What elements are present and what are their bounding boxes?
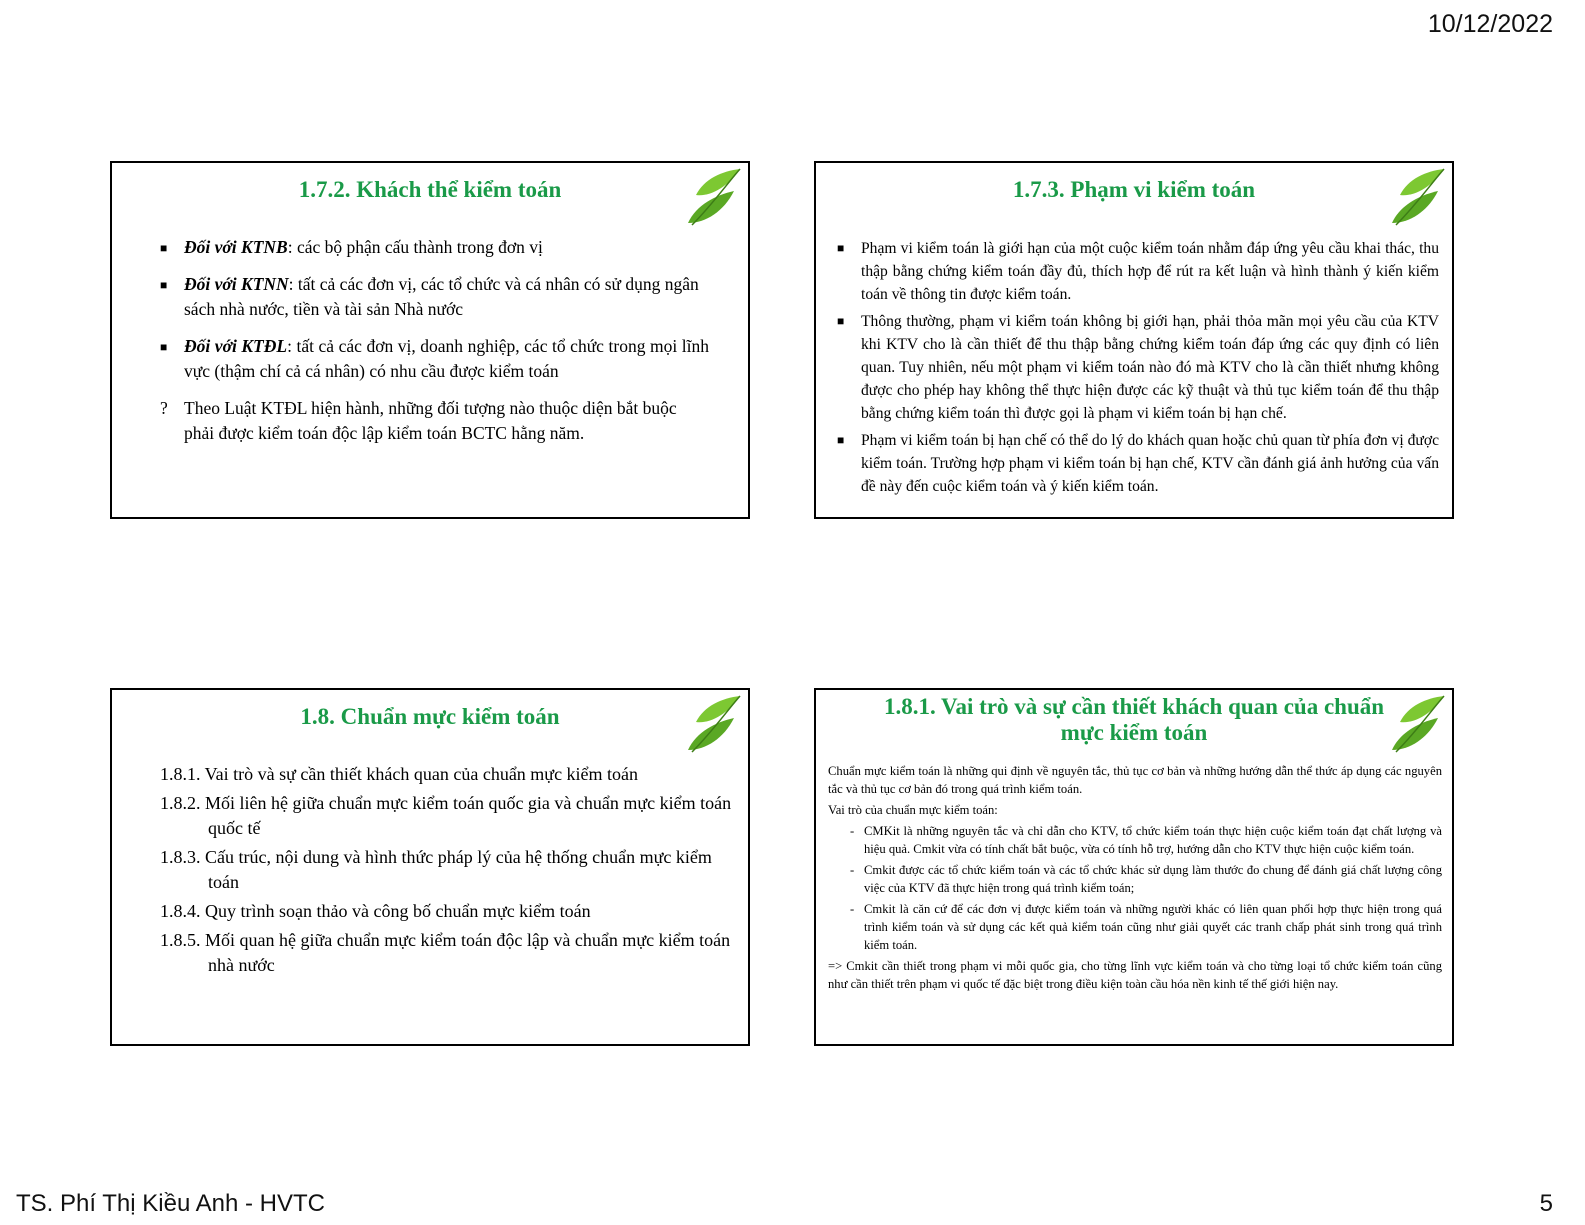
- author-label: TS. Phí Thị Kiều Anh - HVTC: [16, 1190, 326, 1217]
- green-leaf-icon: [1386, 692, 1448, 756]
- page-number: 5: [1539, 1190, 1553, 1217]
- bullet-emphasis: Đối với KTNB: [184, 237, 288, 257]
- green-leaf-icon: [682, 692, 744, 756]
- role-item: [828, 822, 1442, 858]
- question-body: Theo Luật KTĐL hiện hành, những đối tượng nào thuộc diện bắt buộc phải được kiểm toán độc lập kiểm toán BCTC hằng năm.: [184, 398, 677, 443]
- role-item: [828, 861, 1442, 897]
- bullet-text: Phạm vi kiểm toán là giới hạn của một cuộc kiểm toán nhằm đáp ứng yêu cầu khai thác, thu thập bằng chứng kiểm toán đầy đủ, thích hợp để rút ra kết luận và hình thành ý kiến kiểm toán về thông tin được kiểm toán.: [861, 240, 1439, 303]
- slide-vai-tro-chuan-muc: [814, 688, 1454, 1046]
- list-item: [160, 235, 709, 260]
- list-item: [837, 429, 1439, 498]
- slide-body: [160, 762, 740, 982]
- list-item: [160, 272, 709, 322]
- square-bullet-icon: ■: [837, 433, 845, 447]
- bullet-text: : các bộ phận cấu thành trong đơn vị: [287, 237, 543, 257]
- list-item: 1.8.1. Vai trò và sự cần thiết khách quan của chuẩn mực kiểm toán: [160, 764, 639, 784]
- list-item: 1.8.5. Mối quan hệ giữa chuẩn mực kiểm toán độc lập và chuẩn mực kiểm toán nhà nước: [160, 930, 731, 975]
- slide-chuan-muc-kiem-toan: [110, 688, 750, 1046]
- bullet-emphasis: Đối với KTNN: [184, 274, 289, 294]
- square-bullet-icon: ■: [160, 241, 168, 255]
- roles-heading: Vai trò của chuẩn mực kiểm toán:: [828, 803, 998, 817]
- dash-marker: -: [850, 863, 855, 877]
- role-text: Cmkit là căn cứ để các đơn vị được kiểm toán và những người khác có liên quan phối hợp thực hiện trong quá trình kiểm toán và sử dụng các kết quả kiểm toán cũng như giải quyết các tranh chấp phát sinh trong quá trình kiểm toán.: [864, 902, 1442, 952]
- list-item: [837, 237, 1439, 306]
- bullet-text: : tất cả các đơn vị, doanh nghiệp, các tổ chức trong mọi lĩnh vực (thậm chí cả cá nhân) có nhu cầu được kiểm toán: [184, 336, 709, 381]
- role-text: CMKit là những nguyên tắc và chỉ dẫn cho KTV, tổ chức kiểm toán thực hiện cuộc kiểm toán đạt chất lượng và hiệu quả. Cmkit vừa có tính chất bắt buộc, vừa có tính hỗ trợ, hướng dẫn cho KTV thực hiện cuộc kiểm toán.: [864, 824, 1442, 856]
- green-leaf-icon: [682, 165, 744, 229]
- date-label: 10/12/2022: [1427, 10, 1553, 38]
- list-item: 1.8.2. Mối liên hệ giữa chuẩn mực kiểm toán quốc gia và chuẩn mực kiểm toán quốc tế: [160, 793, 732, 838]
- slide-body: [160, 235, 709, 446]
- green-leaf-icon: [1386, 165, 1448, 229]
- slide-title: 1.8. Chuẩn mực kiểm toán: [300, 704, 560, 729]
- dash-marker: -: [850, 824, 855, 838]
- bullet-text: Thông thường, phạm vi kiểm toán không bị giới hạn, phải thỏa mãn mọi yêu cầu của KTV khi KTV cho là cần thiết để thu thập bằng chứng kiểm toán đáp ứng các quy định có liên quan. Tuy nhiên, nếu một phạm vi kiểm toán nào đó mà KTV cho là cần thiết nhưng không được cho phép hay không thể thực hiện được các kỹ thuật và thủ tục kiểm toán để thu thập bằng chứng kiểm toán thì được gọi là phạm vi kiểm toán bị hạn chế.: [861, 313, 1439, 422]
- slide-title: 1.7.3. Phạm vi kiểm toán: [1012, 177, 1256, 202]
- square-bullet-icon: ■: [837, 314, 845, 328]
- question-mark: ?: [160, 398, 168, 418]
- bullet-text: Phạm vi kiểm toán bị hạn chế có thể do lý do khách quan hoặc chủ quan từ phía đơn vị được kiểm toán. Trường hợp phạm vi kiểm toán bị hạn chế, KTV cần đánh giá ảnh hưởng của vấn đề này đến cuộc kiểm toán và ý kiến kiểm toán.: [861, 432, 1439, 495]
- question-text: [160, 396, 709, 446]
- list-item: 1.8.4. Quy trình soạn thảo và công bố chuẩn mực kiểm toán: [160, 901, 591, 921]
- list-item: 1.8.3. Cấu trúc, nội dung và hình thức pháp lý của hệ thống chuẩn mực kiểm toán: [160, 847, 712, 892]
- slide-body: [828, 762, 1442, 996]
- slide-pham-vi-kiem-toan: [814, 161, 1454, 519]
- slide-title: 1.7.2. Khách thể kiểm toán: [298, 177, 562, 202]
- square-bullet-icon: ■: [837, 241, 845, 255]
- bullet-emphasis: Đối với KTĐL: [184, 336, 288, 356]
- intro-paragraph: Chuẩn mực kiểm toán là những qui định về nguyên tắc, thủ tục cơ bản và những hướng dẫn thể thức áp dụng các nguyên tắc và thủ tục cơ bản đó trong quá trình kiểm toán.: [828, 764, 1442, 796]
- square-bullet-icon: ■: [160, 278, 168, 292]
- bullet-text: : tất cả các đơn vị, các tổ chức và cá nhân có sử dụng ngân sách nhà nước, tiền và tài sản Nhà nước: [184, 274, 699, 319]
- dash-marker: -: [850, 902, 855, 916]
- list-item: [837, 310, 1439, 425]
- conclusion-paragraph: => Cmkit cần thiết trong phạm vi mỗi quốc gia, cho từng lĩnh vực kiểm toán và cho từng loại tổ chức kiểm toán cũng như cần thiết trên phạm vi quốc tế đặc biệt trong điều kiện toàn cầu hóa nền kinh tế thế giới hiện nay.: [828, 959, 1442, 991]
- list-item: [160, 334, 709, 384]
- role-item: [828, 900, 1442, 954]
- slide-title: 1.8.1. Vai trò và sự cần thiết khách quan của chuẩn mực kiểm toán: [883, 694, 1385, 745]
- role-text: Cmkit được các tổ chức kiểm toán và các tổ chức khác sử dụng làm thước đo chung để đánh giá chất lượng công việc của KTV đã thực hiện trong quá trình kiểm toán;: [864, 863, 1442, 895]
- slide-khach-the-kiem-toan: [110, 161, 750, 519]
- square-bullet-icon: ■: [160, 340, 168, 354]
- slide-body: [837, 237, 1439, 502]
